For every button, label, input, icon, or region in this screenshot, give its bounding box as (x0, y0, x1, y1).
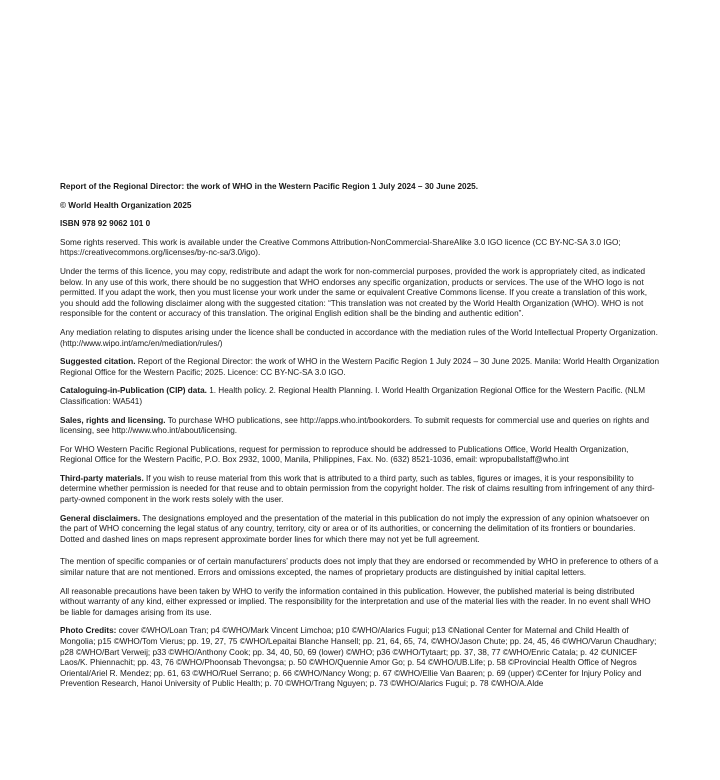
suggested-citation-label: Suggested citation. (60, 357, 136, 367)
third-party-label: Third-party materials. (60, 473, 144, 483)
general-disclaimers (60, 514, 660, 546)
third-party-materials (60, 474, 660, 506)
precautions-paragraph: All reasonable precautions have been taken by WHO to verify the information contained in this publication. However, the published material is being distributed without warranty of any kind, either expressed or implied. The responsibility for the interpretation and use of the material lies with the reader. In no event shall WHO be liable for damages arising from its use. (60, 586, 651, 617)
photo-credits-text: cover ©WHO/Loan Tran; p4 ©WHO/Mark Vincent Limchoa; p10 ©WHO/Alarics Fugui; p13 ©National Center for Maternal and Child Health of Mongolia; p15 ©WHO/Tom Vierus; pp. 19, 27, 75 ©WHO/Lepaitai Blanche Hansell; pp. 21, 64, 65, 74, ©WHO/Jason Chute; pp. 24, 45, 46 ©WHO/Varun Chaudhary; p28 ©WHO/Bart Verweij; p33 ©WHO/Anthony Cook; pp. 34, 40, 50, 69 (lower) ©WHO; p36 ©WHO/Tytaart; pp. 37, 38, 77 ©WHO/Enric Catala; p. 42 ©UNICEF Laos/K. Phiennachit; pp. 43, 76 ©WHO/Phoonsab Thevongsa; p. 50 ©WHO/Quennie Amor Go; p. 54 ©WHO/UB.Life; p. 58 ©Provincial Health Office of Negros Oriental/Ariel R. Mendez; pp. 61, 63 ©WHO/Ruel Serrano; p. 66 ©WHO/Nancy Wong; p. 67 ©WHO/Ellie Van Baaren; p. 69 (upper) ©Center for Injury Policy and Prevention Research, Hanoi University of Public Health; p. 70 ©WHO/Trang Nguyen; p. 73 ©WHO/Alarics Fugui; p. 78 ©WHO/A.Alde (60, 626, 657, 689)
cip-label: Cataloguing-in-Publication (CIP) data. (60, 386, 207, 396)
mention-paragraph: The mention of specific companies or of certain manufacturers’ products does not imply that they are endorsed or recommended by WHO in preference to others of a similar nature that are not mentioned. Errors and omissions excepted, the names of proprietary products are distinguished by initial capital letters. (60, 557, 659, 578)
photo-credits (60, 626, 660, 690)
sales-label: Sales, rights and licensing. (60, 415, 166, 425)
cip-text: 1. Health policy. 2. Regional Health Planning. I. World Health Organization Regional Office for the Western Pacific. (NLM Classification: WA541) (60, 386, 646, 406)
sales-rights (60, 416, 660, 437)
legal-notice (60, 182, 660, 690)
suggested-citation-text: Report of the Regional Director: the work of WHO in the Western Pacific Region 1 July 2024 – 30 June 2025. Manila: World Health Organization Regional Office for the Western Pacific; 2025. Licence: CC BY-NC-SA 3.0 IGO. (60, 357, 660, 377)
suggested-citation (60, 357, 660, 378)
disclaimers-text: The designations employed and the presentation of the material in this publication do not imply the expression of any opinion whatsoever on the part of WHO concerning the legal status of any country, territory, city or area or of its authorities, or concerning the delimitation of its frontiers or boundaries. Dotted and dashed lines on maps represent approximate border lines for which there may not yet be full agreement. (60, 513, 650, 544)
report-title: Report of the Regional Director: the work of WHO in the Western Pacific Region 1 July 2024 – 30 June 2025. (60, 182, 478, 191)
copyright-line: © World Health Organization 2025 (60, 200, 192, 210)
disclaimers-label: General disclaimers. (60, 513, 141, 523)
isbn-line: ISBN 978 92 9062 101 0 (60, 219, 151, 229)
photo-credits-label: Photo Credits: (60, 626, 117, 636)
sales-text: To purchase WHO publications, see http://apps.who.int/bookorders. To submit requests for commercial use and queries on rights and licensing, see http://www.who.int/about/licensing. (60, 415, 650, 436)
mediation-paragraph: Any mediation relating to disputes arising under the licence shall be conducted in accordance with the mediation rules of the World Intellectual Property Organization. (http://www.wipo.int/amc/en/mediation/rules/) (60, 327, 658, 348)
cip-data (60, 386, 660, 407)
licence-terms-paragraph: Under the terms of this licence, you may copy, redistribute and adapt the work for non-commercial purposes, provided the work is appropriately cited, as indicated below. In any use of this work, there should be no suggestion that WHO endorses any specific organization, products or services. The use of the WHO logo is not permitted. If you adapt the work, then you must license your work under the same or equivalent Creative Commons license. If you create a translation of this work, you should add the following disclaimer along with the suggested citation: “This translation was not created by the World Health Organization (WHO). WHO is not responsible for the content or accuracy of this translation. The original English edition shall be the binding and authentic edition”. (60, 266, 648, 319)
rights-paragraph: Some rights reserved. This work is available under the Creative Commons Attribution-NonCommercial-ShareAlike 3.0 IGO licence (CC BY-NC-SA 3.0 IGO; https://creativecommons.org/licenses/by-nc-sa/3.0/igo). (60, 237, 621, 258)
third-party-text: If you wish to reuse material from this work that is attributed to a third party, such as tables, figures or images, it is your responsibility to determine whether permission is needed for that reuse and to obtain permission from the copyright holder. The risk of claims resulting from infringement of any third-party-owned component in the work rests solely with the user. (60, 473, 655, 505)
regional-publications-paragraph: For WHO Western Pacific Regional Publications, request for permission to reproduce should be addressed to Publications Office, World Health Organization, Regional Office for the Western Pacific, P.O. Box 2932, 1000, Manila, Philippines, Fax. No. (632) 8521-1036, email: wpropuballstaff@who.int (60, 444, 629, 465)
